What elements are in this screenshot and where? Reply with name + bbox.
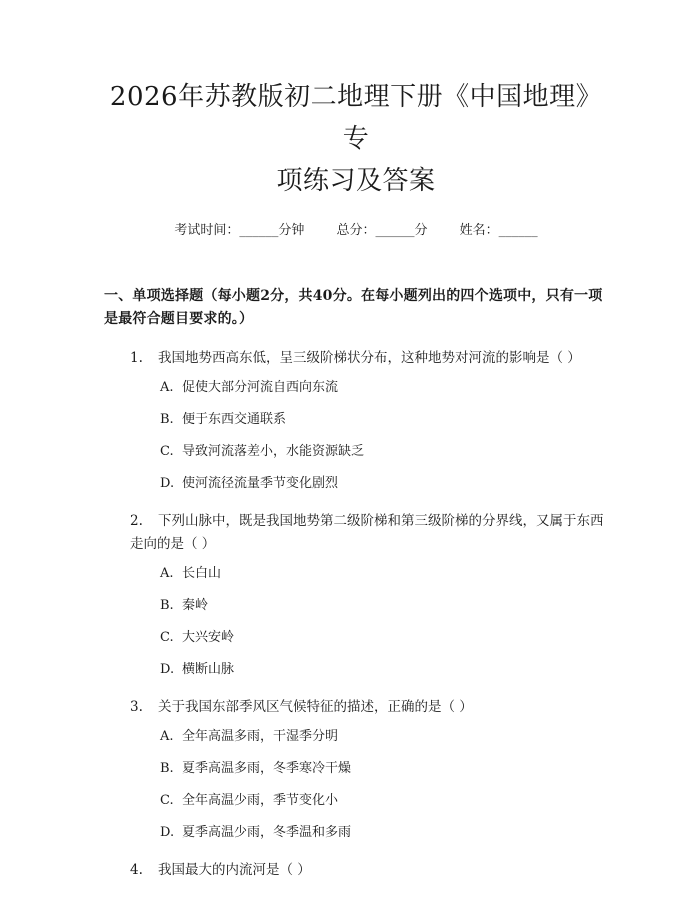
total-score-label: 总分：	[336, 223, 376, 238]
option-letter: C.	[160, 630, 174, 645]
question-number: 2.	[130, 513, 143, 529]
option-text: 使河流径流量季节变化剧烈	[182, 476, 339, 491]
student-name-label: 姓名：	[459, 223, 499, 238]
option-text: 夏季高温少雨，冬季温和多雨	[182, 825, 352, 840]
option-text: 长白山	[182, 566, 222, 581]
question-stem	[104, 859, 608, 882]
student-name-field	[460, 223, 538, 238]
question-3	[104, 696, 608, 843]
option-d	[160, 474, 608, 494]
option-text: 促使大部分河流自西向东流	[182, 380, 339, 395]
option-text: 便于东西交通联系	[182, 412, 287, 427]
option-a	[160, 378, 608, 398]
question-1	[104, 347, 608, 494]
title-line-2: 项练习及答案	[276, 166, 436, 196]
question-number: 3.	[130, 699, 143, 715]
question-number: 1.	[130, 350, 143, 366]
option-letter: A.	[160, 729, 174, 744]
question-stem	[104, 696, 608, 719]
option-text: 大兴安岭	[182, 630, 235, 645]
option-b	[160, 596, 608, 616]
option-d	[160, 823, 608, 843]
option-text: 全年高温少雨，季节变化小	[182, 793, 339, 808]
option-letter: D.	[160, 476, 175, 491]
option-text: 夏季高温多雨，冬季寒冷干燥	[182, 761, 352, 776]
option-letter: C.	[160, 444, 174, 459]
option-letter: B.	[160, 412, 174, 427]
section-heading: 一、单项选择题（每小题2分，共40分。在每小题列出的四个选项中，只有一项是最符合题目要求的。）	[104, 288, 603, 327]
option-list	[104, 378, 608, 494]
option-letter: D.	[160, 825, 175, 840]
option-text: 全年高温多雨，干湿季分明	[182, 729, 339, 744]
question-text: 我国最大的内流河是（ ）	[158, 862, 311, 878]
option-letter: A.	[160, 380, 174, 395]
option-letter: B.	[160, 761, 174, 776]
exam-time-label: 考试时间：	[174, 223, 240, 238]
exam-meta	[104, 221, 608, 241]
option-letter: A.	[160, 566, 174, 581]
option-c	[160, 628, 608, 648]
title-line-1: 2026年苏教版初二地理下册《中国地理》专	[109, 82, 603, 154]
student-name-blank: ______	[498, 223, 538, 238]
option-text: 横断山脉	[182, 662, 235, 677]
option-b	[160, 410, 608, 430]
total-score-unit: 分	[414, 223, 428, 238]
option-list	[104, 727, 608, 843]
question-text: 我国地势西高东低，呈三级阶梯状分布，这种地势对河流的影响是（ ）	[158, 350, 581, 366]
total-score-blank: ______	[375, 223, 415, 238]
option-d	[160, 660, 608, 680]
option-letter: D.	[160, 662, 175, 677]
option-a	[160, 564, 608, 584]
option-a	[160, 727, 608, 747]
document-title	[104, 0, 608, 202]
total-score-field	[336, 223, 427, 238]
option-c	[160, 442, 608, 462]
question-4	[104, 859, 608, 882]
question-text: 关于我国东部季风区气候特征的描述，正确的是（ ）	[158, 699, 473, 715]
option-text: 秦岭	[182, 598, 209, 613]
question-text: 下列山脉中，既是我国地势第二级阶梯和第三级阶梯的分界线，又属于东西走向的是（ ）	[130, 513, 604, 552]
question-number: 4.	[130, 862, 143, 878]
option-text: 导致河流落差小，水能资源缺乏	[182, 444, 365, 459]
exam-time-unit: 分钟	[278, 223, 305, 238]
question-list	[104, 347, 608, 882]
option-b	[160, 759, 608, 779]
question-stem	[104, 347, 608, 370]
exam-time-blank: ______	[239, 223, 279, 238]
option-letter: B.	[160, 598, 174, 613]
option-list	[104, 564, 608, 680]
exam-time-field	[174, 223, 304, 238]
option-letter: C.	[160, 793, 174, 808]
question-2	[104, 510, 608, 680]
option-c	[160, 791, 608, 811]
question-stem	[104, 510, 608, 556]
